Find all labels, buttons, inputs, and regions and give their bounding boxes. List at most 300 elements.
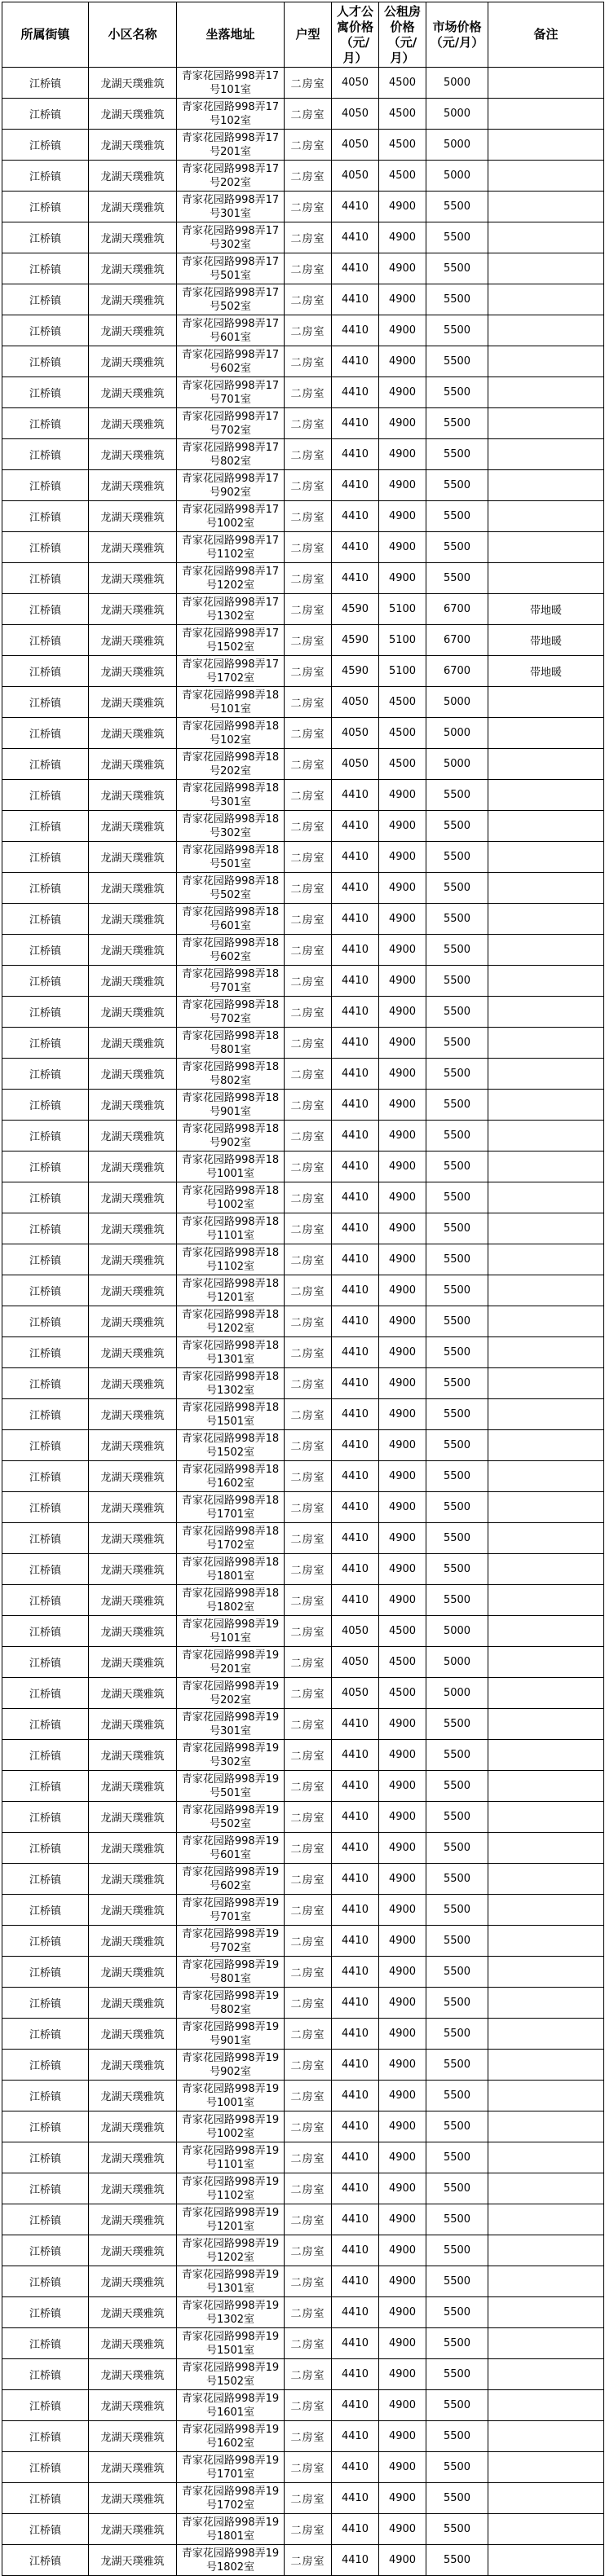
table-row [2, 1337, 604, 1368]
talent-price-cell: 4410 [332, 2204, 379, 2235]
address-cell: 青家花园路998弄17号301室 [177, 192, 285, 222]
remarks-cell [488, 1895, 604, 1926]
market-price-cell: 5500 [426, 408, 488, 439]
market-price-cell: 5500 [426, 1461, 488, 1492]
remarks-cell [488, 2452, 604, 2483]
street-cell: 江桥镇 [2, 687, 89, 718]
address-cell: 青家花园路998弄18号902室 [177, 1121, 285, 1151]
market-price-cell: 5500 [426, 1337, 488, 1368]
unit-type-cell: 二房室 [285, 284, 332, 315]
community-cell: 龙湖天璞雅筑 [89, 1802, 177, 1833]
address-cell: 青家花园路998弄19号1101室 [177, 2142, 285, 2173]
talent-price-cell: 4410 [332, 2111, 379, 2142]
public-rent-price-cell: 4900 [379, 966, 426, 997]
remarks-cell [488, 1678, 604, 1709]
community-cell: 龙湖天璞雅筑 [89, 1895, 177, 1926]
community-cell: 龙湖天璞雅筑 [89, 2266, 177, 2297]
public-rent-price-cell: 4900 [379, 2235, 426, 2266]
community-cell: 龙湖天璞雅筑 [89, 1771, 177, 1802]
table-row [2, 1492, 604, 1523]
street-cell: 江桥镇 [2, 439, 89, 470]
address-cell: 青家花园路998弄18号1702室 [177, 1523, 285, 1554]
market-price-cell: 5500 [426, 2142, 488, 2173]
remarks-cell [488, 161, 604, 192]
public-rent-price-cell: 4900 [379, 2483, 426, 2514]
community-cell: 龙湖天璞雅筑 [89, 1337, 177, 1368]
table-row [2, 811, 604, 842]
table-row [2, 470, 604, 501]
street-cell: 江桥镇 [2, 408, 89, 439]
community-cell: 龙湖天璞雅筑 [89, 377, 177, 408]
street-cell: 江桥镇 [2, 1492, 89, 1523]
address-cell: 青家花园路998弄18号502室 [177, 873, 285, 904]
community-cell: 龙湖天璞雅筑 [89, 439, 177, 470]
market-price-cell: 5500 [426, 1151, 488, 1182]
talent-price-cell: 4410 [332, 1864, 379, 1895]
public-rent-price-cell: 4500 [379, 161, 426, 192]
market-price-cell: 5500 [426, 966, 488, 997]
community-cell: 龙湖天璞雅筑 [89, 1182, 177, 1213]
unit-type-cell: 二房室 [285, 1244, 332, 1275]
remarks-cell [488, 966, 604, 997]
market-price-cell: 5500 [426, 2019, 488, 2050]
community-cell: 龙湖天璞雅筑 [89, 2081, 177, 2111]
unit-type-cell: 二房室 [285, 315, 332, 346]
talent-price-cell: 4410 [332, 2421, 379, 2452]
table-row [2, 842, 604, 873]
public-rent-price-cell: 4900 [379, 1957, 426, 1988]
public-rent-price-cell: 4900 [379, 284, 426, 315]
unit-type-cell: 二房室 [285, 2297, 332, 2328]
talent-price-cell: 4410 [332, 222, 379, 253]
street-cell: 江桥镇 [2, 1306, 89, 1337]
market-price-cell: 5500 [426, 904, 488, 935]
market-price-cell: 5000 [426, 1678, 488, 1709]
street-cell: 江桥镇 [2, 625, 89, 656]
community-cell: 龙湖天璞雅筑 [89, 408, 177, 439]
public-rent-price-cell: 4900 [379, 1833, 426, 1864]
public-rent-price-cell: 4900 [379, 1275, 426, 1306]
community-cell: 龙湖天璞雅筑 [89, 1399, 177, 1430]
community-cell: 龙湖天璞雅筑 [89, 1090, 177, 1121]
street-cell: 江桥镇 [2, 842, 89, 873]
address-cell: 青家花园路998弄17号902室 [177, 470, 285, 501]
unit-type-cell: 二房室 [285, 656, 332, 687]
address-cell: 青家花园路998弄19号1601室 [177, 2390, 285, 2421]
table-row [2, 501, 604, 532]
unit-type-cell: 二房室 [285, 1957, 332, 1988]
street-cell: 江桥镇 [2, 1244, 89, 1275]
public-rent-price-cell: 4900 [379, 501, 426, 532]
community-cell: 龙湖天璞雅筑 [89, 625, 177, 656]
remarks-cell [488, 532, 604, 563]
talent-price-cell: 4050 [332, 687, 379, 718]
market-price-cell: 5500 [426, 284, 488, 315]
community-cell: 龙湖天璞雅筑 [89, 130, 177, 161]
community-cell: 龙湖天璞雅筑 [89, 2235, 177, 2266]
street-cell: 江桥镇 [2, 1151, 89, 1182]
market-price-cell: 5500 [426, 2328, 488, 2359]
address-cell: 青家花园路998弄18号1201室 [177, 1275, 285, 1306]
community-cell: 龙湖天璞雅筑 [89, 1616, 177, 1647]
market-price-cell: 5000 [426, 130, 488, 161]
table-row [2, 656, 604, 687]
street-cell: 江桥镇 [2, 1554, 89, 1585]
community-cell: 龙湖天璞雅筑 [89, 2514, 177, 2545]
table-row [2, 2081, 604, 2111]
street-cell: 江桥镇 [2, 2111, 89, 2142]
market-price-cell: 5500 [426, 470, 488, 501]
talent-price-cell: 4410 [332, 1988, 379, 2019]
address-cell: 青家花园路998弄19号702室 [177, 1926, 285, 1957]
table-row [2, 1709, 604, 1740]
community-cell: 龙湖天璞雅筑 [89, 1492, 177, 1523]
talent-price-cell: 4410 [332, 532, 379, 563]
unit-type-cell: 二房室 [285, 2111, 332, 2142]
table-row [2, 2421, 604, 2452]
talent-price-cell: 4410 [332, 1028, 379, 1059]
community-cell: 龙湖天璞雅筑 [89, 2421, 177, 2452]
table-row [2, 1678, 604, 1709]
public-rent-price-cell: 4900 [379, 1182, 426, 1213]
talent-price-cell: 4050 [332, 130, 379, 161]
remarks-cell [488, 2297, 604, 2328]
street-cell: 江桥镇 [2, 2142, 89, 2173]
public-rent-price-cell: 4900 [379, 1988, 426, 2019]
public-rent-price-cell: 4900 [379, 2514, 426, 2545]
public-rent-price-cell: 4900 [379, 2142, 426, 2173]
public-rent-price-cell: 4900 [379, 811, 426, 842]
table-row [2, 2328, 604, 2359]
remarks-cell [488, 873, 604, 904]
table-row [2, 2204, 604, 2235]
talent-price-cell: 4410 [332, 1430, 379, 1461]
table-row [2, 1864, 604, 1895]
talent-price-cell: 4410 [332, 1523, 379, 1554]
community-cell: 龙湖天璞雅筑 [89, 1833, 177, 1864]
community-cell: 龙湖天璞雅筑 [89, 749, 177, 780]
community-cell: 龙湖天璞雅筑 [89, 2328, 177, 2359]
table-row [2, 1523, 604, 1554]
street-cell: 江桥镇 [2, 935, 89, 966]
unit-type-cell: 二房室 [285, 2235, 332, 2266]
address-cell: 青家花园路998弄19号601室 [177, 1833, 285, 1864]
public-rent-price-cell: 4900 [379, 2452, 426, 2483]
public-rent-price-cell: 4900 [379, 2081, 426, 2111]
remarks-cell: 带地暖 [488, 625, 604, 656]
public-rent-price-cell: 4500 [379, 687, 426, 718]
market-price-cell: 5500 [426, 1028, 488, 1059]
table-row [2, 2019, 604, 2050]
unit-type-cell: 二房室 [285, 904, 332, 935]
public-rent-price-cell: 4900 [379, 1430, 426, 1461]
address-cell: 青家花园路998弄19号1202室 [177, 2235, 285, 2266]
remarks-cell [488, 1492, 604, 1523]
street-cell: 江桥镇 [2, 161, 89, 192]
community-cell: 龙湖天璞雅筑 [89, 2019, 177, 2050]
community-cell: 龙湖天璞雅筑 [89, 1461, 177, 1492]
public-rent-price-cell: 5100 [379, 656, 426, 687]
talent-price-cell: 4410 [332, 1461, 379, 1492]
market-price-cell: 5500 [426, 1213, 488, 1244]
unit-type-cell: 二房室 [285, 532, 332, 563]
unit-type-cell: 二房室 [285, 2390, 332, 2421]
talent-price-cell: 4410 [332, 1306, 379, 1337]
talent-price-cell: 4050 [332, 1678, 379, 1709]
public-rent-price-cell: 4900 [379, 1895, 426, 1926]
street-cell: 江桥镇 [2, 2359, 89, 2390]
street-cell: 江桥镇 [2, 68, 89, 99]
talent-price-cell: 4410 [332, 2452, 379, 2483]
community-cell: 龙湖天璞雅筑 [89, 904, 177, 935]
table-row [2, 346, 604, 377]
address-cell: 青家花园路998弄19号201室 [177, 1647, 285, 1678]
market-price-cell: 5500 [426, 1523, 488, 1554]
public-rent-price-cell: 4500 [379, 1647, 426, 1678]
unit-type-cell: 二房室 [285, 873, 332, 904]
address-cell: 青家花园路998弄19号902室 [177, 2050, 285, 2081]
market-price-cell: 5500 [426, 1275, 488, 1306]
remarks-cell [488, 1709, 604, 1740]
unit-type-cell: 二房室 [285, 1121, 332, 1151]
market-price-cell: 5500 [426, 1833, 488, 1864]
unit-type-cell: 二房室 [285, 2204, 332, 2235]
address-cell: 青家花园路998弄18号1502室 [177, 1430, 285, 1461]
address-cell: 青家花园路998弄19号1102室 [177, 2173, 285, 2204]
address-cell: 青家花园路998弄17号702室 [177, 408, 285, 439]
table-row [2, 966, 604, 997]
unit-type-cell: 二房室 [285, 2452, 332, 2483]
market-price-cell: 5500 [426, 997, 488, 1028]
market-price-cell: 5500 [426, 2390, 488, 2421]
address-cell: 青家花园路998弄17号1202室 [177, 563, 285, 594]
talent-price-cell: 4410 [332, 2235, 379, 2266]
public-rent-price-cell: 4900 [379, 1926, 426, 1957]
address-cell: 青家花园路998弄18号701室 [177, 966, 285, 997]
market-price-cell: 5500 [426, 1957, 488, 1988]
table-row [2, 1802, 604, 1833]
remarks-cell [488, 749, 604, 780]
street-cell: 江桥镇 [2, 2390, 89, 2421]
market-price-cell: 5000 [426, 1616, 488, 1647]
community-cell: 龙湖天璞雅筑 [89, 563, 177, 594]
talent-price-cell: 4410 [332, 904, 379, 935]
unit-type-cell: 二房室 [285, 935, 332, 966]
table-row [2, 1059, 604, 1090]
market-price-cell: 5500 [426, 2081, 488, 2111]
public-rent-price-cell: 4900 [379, 1368, 426, 1399]
public-rent-price-cell: 4900 [379, 1151, 426, 1182]
talent-price-cell: 4410 [332, 2266, 379, 2297]
street-cell: 江桥镇 [2, 130, 89, 161]
street-cell: 江桥镇 [2, 2545, 89, 2576]
community-cell: 龙湖天璞雅筑 [89, 68, 177, 99]
market-price-cell: 5500 [426, 532, 488, 563]
market-price-cell: 5500 [426, 2452, 488, 2483]
table-row [2, 1585, 604, 1616]
public-rent-price-cell: 4500 [379, 99, 426, 130]
public-rent-price-cell: 4900 [379, 532, 426, 563]
remarks-cell [488, 2142, 604, 2173]
remarks-cell [488, 1059, 604, 1090]
community-cell: 龙湖天璞雅筑 [89, 1121, 177, 1151]
talent-price-cell: 4410 [332, 2483, 379, 2514]
street-cell: 江桥镇 [2, 2050, 89, 2081]
unit-type-cell: 二房室 [285, 749, 332, 780]
talent-price-cell: 4410 [332, 1213, 379, 1244]
table-row [2, 2297, 604, 2328]
talent-price-cell: 4590 [332, 656, 379, 687]
market-price-cell: 5500 [426, 1554, 488, 1585]
talent-price-cell: 4410 [332, 2514, 379, 2545]
street-cell: 江桥镇 [2, 594, 89, 625]
market-price-cell: 5500 [426, 1399, 488, 1430]
street-cell: 江桥镇 [2, 966, 89, 997]
table-row [2, 408, 604, 439]
remarks-cell [488, 1213, 604, 1244]
talent-price-cell: 4410 [332, 192, 379, 222]
address-cell: 青家花园路998弄18号102室 [177, 718, 285, 749]
public-rent-price-cell: 4500 [379, 718, 426, 749]
market-price-cell: 5500 [426, 2514, 488, 2545]
community-cell: 龙湖天璞雅筑 [89, 501, 177, 532]
unit-type-cell: 二房室 [285, 1337, 332, 1368]
address-cell: 青家花园路998弄19号901室 [177, 2019, 285, 2050]
table-row [2, 1616, 604, 1647]
community-cell: 龙湖天璞雅筑 [89, 253, 177, 284]
table-row [2, 439, 604, 470]
market-price-cell: 5500 [426, 873, 488, 904]
unit-type-cell: 二房室 [285, 408, 332, 439]
remarks-cell: 带地暖 [488, 594, 604, 625]
public-rent-price-cell: 4900 [379, 1399, 426, 1430]
public-rent-price-cell: 4900 [379, 873, 426, 904]
address-cell: 青家花园路998弄19号502室 [177, 1802, 285, 1833]
market-price-cell: 5500 [426, 1492, 488, 1523]
remarks-cell: 带地暖 [488, 656, 604, 687]
remarks-cell [488, 563, 604, 594]
header-unit-type: 户型 [285, 2, 332, 68]
unit-type-cell: 二房室 [285, 2514, 332, 2545]
market-price-cell: 5500 [426, 1864, 488, 1895]
address-cell: 青家花园路998弄19号1501室 [177, 2328, 285, 2359]
table-header [2, 2, 604, 68]
address-cell: 青家花园路998弄19号1301室 [177, 2266, 285, 2297]
remarks-cell [488, 687, 604, 718]
talent-price-cell: 4410 [332, 1151, 379, 1182]
market-price-cell: 5500 [426, 2545, 488, 2576]
table-row [2, 1430, 604, 1461]
talent-price-cell: 4050 [332, 68, 379, 99]
remarks-cell [488, 780, 604, 811]
table-body [2, 68, 604, 2576]
talent-price-cell: 4410 [332, 470, 379, 501]
remarks-cell [488, 1957, 604, 1988]
unit-type-cell: 二房室 [285, 1585, 332, 1616]
table-row [2, 1926, 604, 1957]
market-price-cell: 5000 [426, 749, 488, 780]
talent-price-cell: 4410 [332, 1771, 379, 1802]
address-cell: 青家花园路998弄17号1102室 [177, 532, 285, 563]
unit-type-cell: 二房室 [285, 1988, 332, 2019]
market-price-cell: 5000 [426, 99, 488, 130]
remarks-cell [488, 2050, 604, 2081]
table-row [2, 1461, 604, 1492]
unit-type-cell: 二房室 [285, 1554, 332, 1585]
public-rent-price-cell: 4900 [379, 1121, 426, 1151]
talent-price-cell: 4410 [332, 2142, 379, 2173]
market-price-cell: 5500 [426, 1585, 488, 1616]
public-rent-price-cell: 4900 [379, 1337, 426, 1368]
talent-price-cell: 4410 [332, 811, 379, 842]
public-rent-price-cell: 4900 [379, 2545, 426, 2576]
address-cell: 青家花园路998弄18号302室 [177, 811, 285, 842]
talent-price-cell: 4410 [332, 997, 379, 1028]
table-row [2, 284, 604, 315]
table-row [2, 1121, 604, 1151]
talent-price-cell: 4410 [332, 1895, 379, 1926]
talent-price-cell: 4410 [332, 1585, 379, 1616]
community-cell: 龙湖天璞雅筑 [89, 1647, 177, 1678]
community-cell: 龙湖天璞雅筑 [89, 718, 177, 749]
market-price-cell: 5500 [426, 935, 488, 966]
talent-price-cell: 4410 [332, 1399, 379, 1430]
remarks-cell [488, 2173, 604, 2204]
talent-price-cell: 4410 [332, 1121, 379, 1151]
unit-type-cell: 二房室 [285, 377, 332, 408]
table-row [2, 1090, 604, 1121]
unit-type-cell: 二房室 [285, 2328, 332, 2359]
street-cell: 江桥镇 [2, 2266, 89, 2297]
housing-price-table [2, 2, 604, 2576]
community-cell: 龙湖天璞雅筑 [89, 1926, 177, 1957]
talent-price-cell: 4410 [332, 408, 379, 439]
public-rent-price-cell: 4900 [379, 2111, 426, 2142]
community-cell: 龙湖天璞雅筑 [89, 2483, 177, 2514]
address-cell: 青家花园路998弄17号701室 [177, 377, 285, 408]
market-price-cell: 5500 [426, 1709, 488, 1740]
address-cell: 青家花园路998弄19号701室 [177, 1895, 285, 1926]
address-cell: 青家花园路998弄18号202室 [177, 749, 285, 780]
unit-type-cell: 二房室 [285, 687, 332, 718]
street-cell: 江桥镇 [2, 2019, 89, 2050]
table-row [2, 99, 604, 130]
address-cell: 青家花园路998弄17号202室 [177, 161, 285, 192]
talent-price-cell: 4410 [332, 1368, 379, 1399]
table-row [2, 377, 604, 408]
table-row [2, 1895, 604, 1926]
street-cell: 江桥镇 [2, 1337, 89, 1368]
market-price-cell: 5500 [426, 222, 488, 253]
street-cell: 江桥镇 [2, 1430, 89, 1461]
table-row [2, 2050, 604, 2081]
address-cell: 青家花园路998弄17号602室 [177, 346, 285, 377]
talent-price-cell: 4410 [332, 1957, 379, 1988]
address-cell: 青家花园路998弄19号602室 [177, 1864, 285, 1895]
table-row [2, 315, 604, 346]
table-row [2, 1771, 604, 1802]
table-row [2, 780, 604, 811]
unit-type-cell: 二房室 [285, 1647, 332, 1678]
community-cell: 龙湖天璞雅筑 [89, 2390, 177, 2421]
remarks-cell [488, 377, 604, 408]
address-cell: 青家花园路998弄19号801室 [177, 1957, 285, 1988]
table-row [2, 161, 604, 192]
address-cell: 青家花园路998弄19号1302室 [177, 2297, 285, 2328]
street-cell: 江桥镇 [2, 2173, 89, 2204]
address-cell: 青家花园路998弄19号1502室 [177, 2359, 285, 2390]
unit-type-cell: 二房室 [285, 2173, 332, 2204]
